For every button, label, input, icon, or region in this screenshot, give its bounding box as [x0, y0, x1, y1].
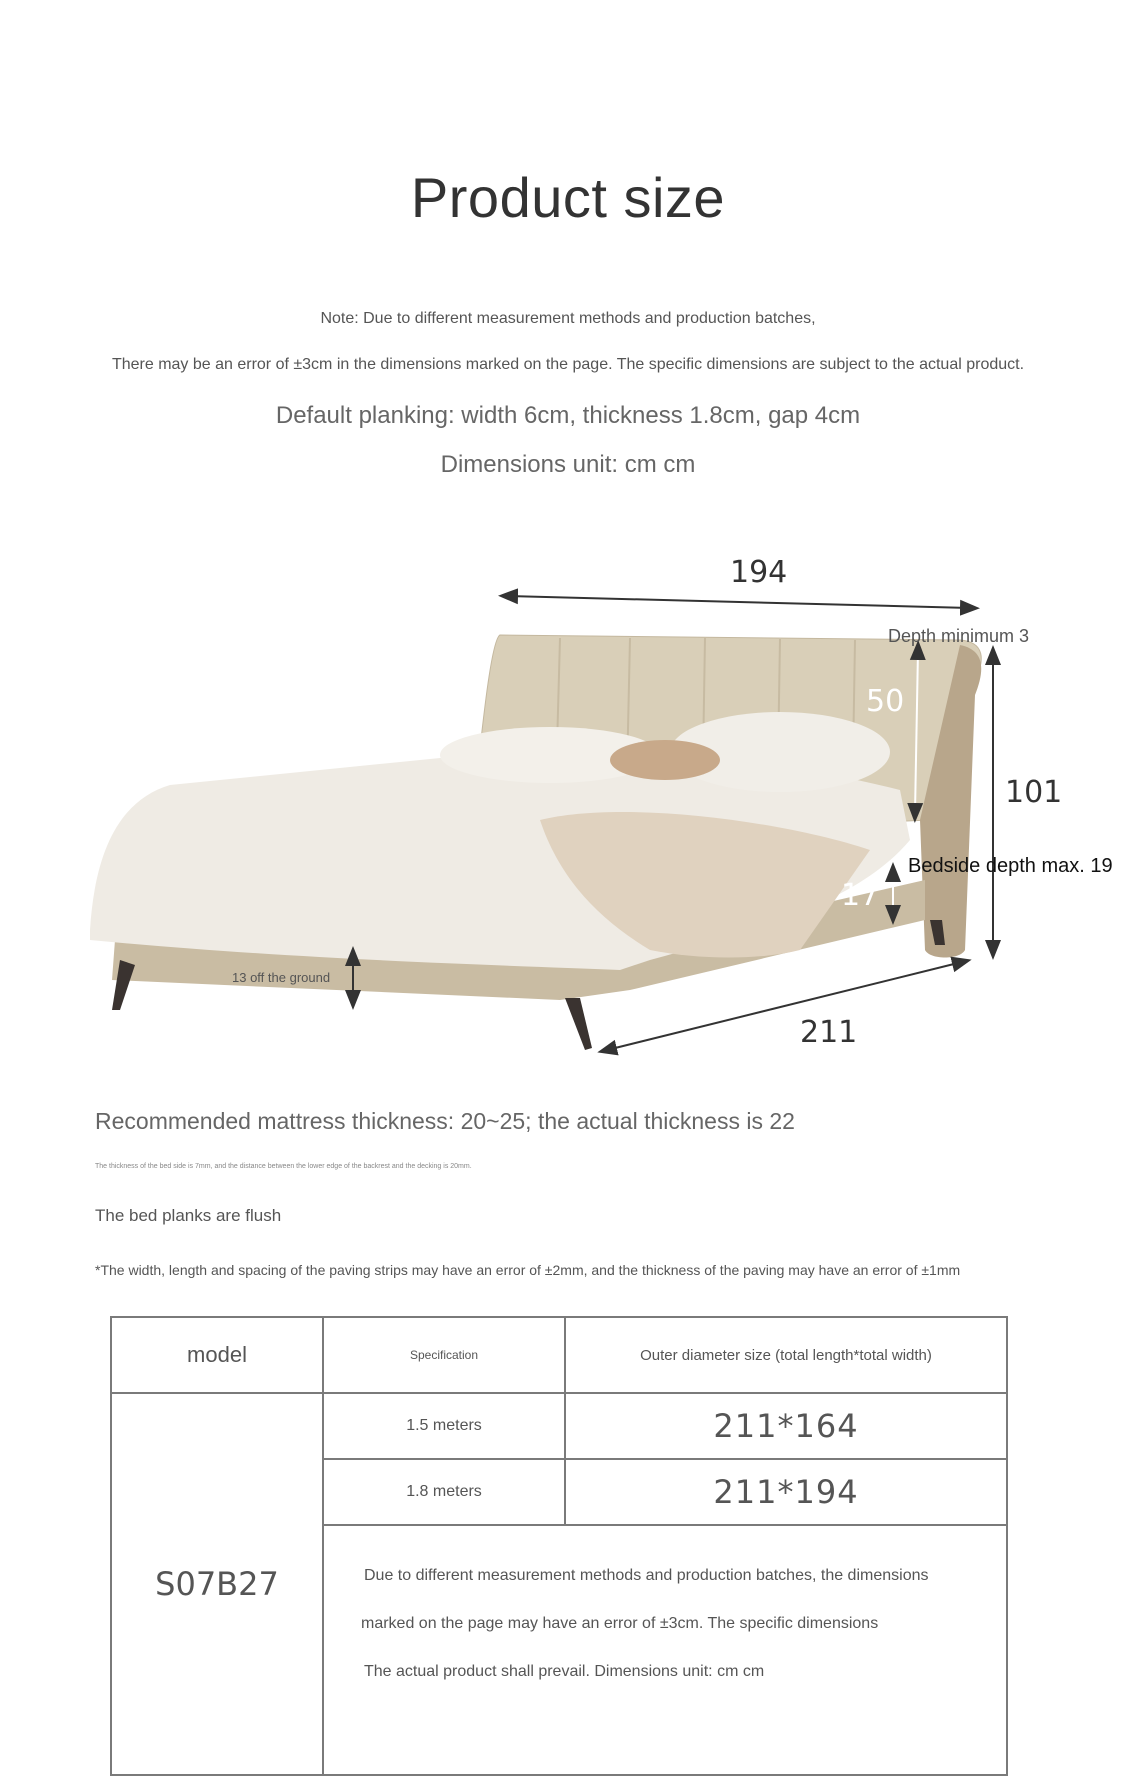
- note-line-1: Note: Due to different measurement methods and production batches,: [320, 310, 816, 327]
- spec-cell: 1.8 meters: [323, 1459, 565, 1525]
- desc-line-1: Due to different measurement methods and production batches, the dimensions: [364, 1567, 929, 1584]
- width-label: 194: [730, 555, 788, 590]
- dimensions-unit: Dimensions unit: cm cm: [440, 451, 696, 478]
- headboard-height-label: 50: [866, 684, 905, 719]
- ground-clearance-label: 13 off the ground: [232, 970, 331, 985]
- description-cell: [323, 1525, 1007, 1775]
- bed-dimension-diagram: [0, 520, 1136, 1080]
- depth-min-label: Depth minimum 3: [888, 626, 1030, 646]
- desc-line-2: marked on the page may have an error of ±3cm. The specific dimensions: [361, 1615, 879, 1632]
- planking-info: Default planking: width 6cm, thickness 1.8cm, gap 4cm: [275, 402, 861, 429]
- model-cell: S07B27: [111, 1393, 323, 1775]
- table-row: [111, 1393, 1007, 1459]
- spec-cell: 1.5 meters: [323, 1393, 565, 1459]
- table-header-row: [111, 1317, 1007, 1393]
- header-specification: Specification: [323, 1317, 565, 1393]
- paving-error-note: *The width, length and spacing of the paving strips may have an error of ±2mm, and the thickness of the paving may have an error of ±1mm: [95, 1262, 961, 1278]
- height-label: 101: [1005, 775, 1063, 810]
- recommended-mattress: Recommended mattress thickness: 20~25; the actual thickness is 22: [95, 1108, 795, 1134]
- page-title: Product size: [410, 166, 726, 229]
- side-height-label: 17: [841, 878, 880, 913]
- spec-table: [110, 1316, 1008, 1776]
- length-label: 211: [800, 1015, 858, 1050]
- size-cell: 211*164: [565, 1393, 1007, 1459]
- bedside-depth-label: Bedside depth max. 19: [908, 855, 1113, 877]
- note-line-2: There may be an error of ±3cm in the dimensions marked on the page. The specific dimensions are subject to the actual product.: [111, 356, 1025, 373]
- header-model: model: [111, 1317, 323, 1393]
- bed-side-note: The thickness of the bed side is 7mm, and the distance between the lower edge of the backrest and the decking is 20mm.: [95, 1163, 472, 1170]
- planks-flush: The bed planks are flush: [95, 1206, 282, 1225]
- bed-illustration: [90, 635, 981, 1050]
- size-cell: 211*194: [565, 1459, 1007, 1525]
- header-outer-size: Outer diameter size (total length*total width): [565, 1317, 1007, 1393]
- desc-line-3: The actual product shall prevail. Dimensions unit: cm cm: [364, 1663, 765, 1680]
